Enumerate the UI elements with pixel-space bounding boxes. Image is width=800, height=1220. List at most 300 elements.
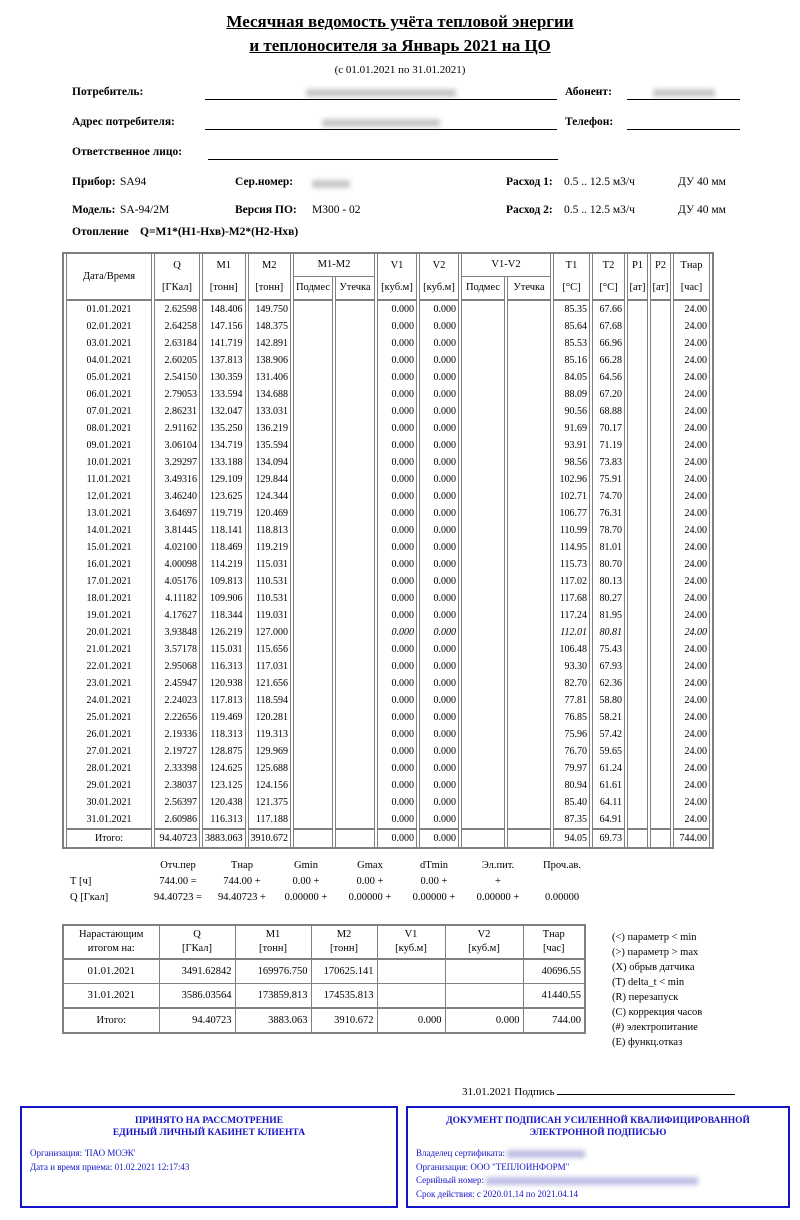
cum-cell-value: 40696.55 bbox=[523, 959, 585, 984]
cell-t2: 61.24 bbox=[592, 760, 625, 777]
cell-vv_utechka bbox=[507, 590, 551, 607]
cell-vv_utechka bbox=[507, 641, 551, 658]
cell-vv_podmes bbox=[461, 454, 505, 471]
cell-date: 14.01.2021 bbox=[66, 522, 152, 539]
cell-t1: 106.77 bbox=[553, 505, 590, 522]
cell-m2: 3910.672 bbox=[248, 828, 292, 847]
cell-mm_podmes bbox=[293, 318, 333, 335]
cell-v2: 0.000 bbox=[419, 811, 459, 828]
cell-mm_podmes bbox=[293, 573, 333, 590]
cell-m2: 119.313 bbox=[248, 726, 292, 743]
cell-q: 2.79053 bbox=[154, 386, 200, 403]
col-v1: V1 bbox=[377, 254, 417, 277]
cum-col-v2: V2 [куб.м] bbox=[445, 925, 523, 959]
cell-date: 12.01.2021 bbox=[66, 488, 152, 505]
cell-p2 bbox=[650, 590, 671, 607]
cell-m1: 123.125 bbox=[202, 777, 246, 794]
cell-date: 25.01.2021 bbox=[66, 709, 152, 726]
cell-vv_utechka bbox=[507, 556, 551, 573]
cumulative-row bbox=[63, 1008, 585, 1033]
cell-v1: 0.000 bbox=[377, 794, 417, 811]
cell-m2: 120.281 bbox=[248, 709, 292, 726]
cell-p2 bbox=[650, 607, 671, 624]
cell-mm_podmes bbox=[293, 624, 333, 641]
cell-vv_podmes bbox=[461, 658, 505, 675]
unit-m2: [тонн] bbox=[248, 277, 292, 301]
cell-t1: 87.35 bbox=[553, 811, 590, 828]
cell-tnar: 24.00 bbox=[673, 539, 710, 556]
cell-t2: 74.70 bbox=[592, 488, 625, 505]
summary-header: Gmax bbox=[357, 860, 383, 871]
responsible-value-line bbox=[208, 144, 558, 160]
cell-tnar: 24.00 bbox=[673, 760, 710, 777]
daily-row bbox=[66, 641, 710, 658]
cell-t2: 68.88 bbox=[592, 403, 625, 420]
cell-vv_utechka bbox=[507, 437, 551, 454]
cell-mm_utechka bbox=[335, 369, 375, 386]
cell-t2: 64.56 bbox=[592, 369, 625, 386]
cell-mm_podmes bbox=[293, 794, 333, 811]
flow1-label: Расход 1: bbox=[506, 176, 553, 188]
page-title-line2: и теплоносителя за Январь 2021 на ЦО bbox=[249, 36, 551, 55]
summary-q-value: 94.40723 = bbox=[154, 892, 202, 903]
cell-t1: 82.70 bbox=[553, 675, 590, 692]
cell-m2: 124.344 bbox=[248, 488, 292, 505]
cum-cell-value: 0.000 bbox=[445, 1008, 523, 1033]
cell-m2: 127.000 bbox=[248, 624, 292, 641]
cell-t1: 117.68 bbox=[553, 590, 590, 607]
cell-q: 2.86231 bbox=[154, 403, 200, 420]
cell-q: 2.54150 bbox=[154, 369, 200, 386]
cum-col-v1: V1 [куб.м] bbox=[377, 925, 445, 959]
cell-date: 19.01.2021 bbox=[66, 607, 152, 624]
cell-vv_podmes bbox=[461, 403, 505, 420]
cumulative-table bbox=[62, 924, 586, 1034]
daily-row bbox=[66, 607, 710, 624]
cell-t1: 115.73 bbox=[553, 556, 590, 573]
cell-mm_podmes bbox=[293, 420, 333, 437]
cell-date: Итого: bbox=[66, 828, 152, 847]
cell-m1: 117.813 bbox=[202, 692, 246, 709]
cell-p1 bbox=[627, 318, 648, 335]
cell-p1 bbox=[627, 369, 648, 386]
cell-mm_podmes bbox=[293, 539, 333, 556]
unit-q: [ГКал] bbox=[154, 277, 200, 301]
summary-t-value: 0.00 + bbox=[292, 876, 320, 887]
cell-p1 bbox=[627, 454, 648, 471]
cell-t1: 91.69 bbox=[553, 420, 590, 437]
flow1-du: ДУ 40 мм bbox=[678, 176, 726, 188]
cell-q: 3.29297 bbox=[154, 454, 200, 471]
cell-m2: 133.031 bbox=[248, 403, 292, 420]
cell-mm_utechka bbox=[335, 760, 375, 777]
cell-p1 bbox=[627, 641, 648, 658]
cell-t2: 62.36 bbox=[592, 675, 625, 692]
redacted-cert-owner bbox=[507, 1150, 585, 1158]
summary-header: dTmin bbox=[420, 860, 448, 871]
cell-v1: 0.000 bbox=[377, 539, 417, 556]
cell-p1 bbox=[627, 301, 648, 318]
cell-v2: 0.000 bbox=[419, 335, 459, 352]
cumulative-row bbox=[63, 984, 585, 1009]
cell-v2: 0.000 bbox=[419, 352, 459, 369]
cell-mm_podmes bbox=[293, 811, 333, 828]
cell-date: 01.01.2021 bbox=[66, 301, 152, 318]
cell-p2 bbox=[650, 692, 671, 709]
acceptance-title-line1: ПРИНЯТО НА РАССМОТРЕНИЕ bbox=[134, 1116, 284, 1126]
cell-t1: 80.94 bbox=[553, 777, 590, 794]
cell-v2: 0.000 bbox=[419, 369, 459, 386]
cell-v1: 0.000 bbox=[377, 488, 417, 505]
cell-vv_utechka bbox=[507, 726, 551, 743]
signature-text: 31.01.2021 Подпись bbox=[462, 1086, 555, 1098]
cum-cell-value bbox=[377, 984, 445, 1009]
redacted-consumer-value bbox=[306, 89, 456, 97]
cell-p2 bbox=[650, 675, 671, 692]
summary-t-value bbox=[530, 874, 594, 890]
daily-row bbox=[66, 471, 710, 488]
cell-p2 bbox=[650, 386, 671, 403]
cum-cell-value: 0.000 bbox=[377, 1008, 445, 1033]
cell-p2 bbox=[650, 743, 671, 760]
cell-t1: 117.02 bbox=[553, 573, 590, 590]
firmware-value: M300 - 02 bbox=[312, 204, 361, 216]
cell-vv_utechka bbox=[507, 658, 551, 675]
acceptance-org: Организация: 'ПАО МОЭК' bbox=[30, 1148, 136, 1158]
cum-corner-line1: Нарастающим bbox=[79, 929, 144, 940]
cell-q: 4.11182 bbox=[154, 590, 200, 607]
cell-p1 bbox=[627, 590, 648, 607]
cell-mm_podmes bbox=[293, 352, 333, 369]
summary-q-value: 94.40723 + bbox=[218, 892, 266, 903]
cell-m2: 129.844 bbox=[248, 471, 292, 488]
cell-v2: 0.000 bbox=[419, 743, 459, 760]
subcol-utechka: Утечка bbox=[507, 277, 551, 301]
cell-vv_podmes bbox=[461, 471, 505, 488]
cell-m2: 129.969 bbox=[248, 743, 292, 760]
cell-vv_utechka bbox=[507, 675, 551, 692]
cell-m2: 121.375 bbox=[248, 794, 292, 811]
legend-item: (X) обрыв датчика bbox=[612, 962, 695, 973]
summary-header: Тнар bbox=[231, 860, 253, 871]
device-value: SA94 bbox=[120, 176, 147, 188]
cell-tnar: 24.00 bbox=[673, 505, 710, 522]
cell-t2: 67.93 bbox=[592, 658, 625, 675]
cell-vv_utechka bbox=[507, 760, 551, 777]
daily-row bbox=[66, 318, 710, 335]
cell-vv_podmes bbox=[461, 692, 505, 709]
redacted-address-value bbox=[322, 119, 440, 127]
cell-mm_utechka bbox=[335, 403, 375, 420]
cell-t2: 57.42 bbox=[592, 726, 625, 743]
model-label: Модель: bbox=[72, 204, 116, 216]
cell-tnar: 24.00 bbox=[673, 301, 710, 318]
cell-v2: 0.000 bbox=[419, 386, 459, 403]
cell-t2: 69.73 bbox=[592, 828, 625, 847]
report-period: (с 01.01.2021 по 31.01.2021) bbox=[334, 64, 466, 76]
cell-mm_utechka bbox=[335, 675, 375, 692]
cell-date: 03.01.2021 bbox=[66, 335, 152, 352]
cum-cell-value: 41440.55 bbox=[523, 984, 585, 1009]
daily-readings-table bbox=[62, 252, 714, 849]
cell-m1: 3883.063 bbox=[202, 828, 246, 847]
cumulative-table-wrap bbox=[62, 924, 586, 1034]
cell-mm_utechka bbox=[335, 539, 375, 556]
cell-v2: 0.000 bbox=[419, 522, 459, 539]
cell-mm_podmes bbox=[293, 675, 333, 692]
cell-v1: 0.000 bbox=[377, 505, 417, 522]
cell-p2 bbox=[650, 556, 671, 573]
cell-vv_podmes bbox=[461, 590, 505, 607]
cell-vv_utechka bbox=[507, 318, 551, 335]
legend-item: (R) перезапуск bbox=[612, 992, 679, 1003]
esign-validity: Срок действия: с 2020.01.14 по 2021.04.14 bbox=[416, 1188, 578, 1199]
summary-header: Gmin bbox=[294, 860, 318, 871]
cell-p1 bbox=[627, 471, 648, 488]
cell-v1: 0.000 bbox=[377, 403, 417, 420]
cell-t2: 80.27 bbox=[592, 590, 625, 607]
device-label: Прибор: bbox=[72, 176, 116, 188]
col-date: Дата/Время bbox=[66, 254, 152, 301]
legend-item: (T) delta_t < min bbox=[612, 977, 685, 988]
cell-m1: 114.219 bbox=[202, 556, 246, 573]
cell-vv_utechka bbox=[507, 539, 551, 556]
cell-p2 bbox=[650, 658, 671, 675]
cell-v2: 0.000 bbox=[419, 454, 459, 471]
cum-cell-value bbox=[445, 984, 523, 1009]
cell-m2: 110.531 bbox=[248, 573, 292, 590]
daily-row bbox=[66, 743, 710, 760]
cell-vv_utechka bbox=[507, 743, 551, 760]
cell-p1 bbox=[627, 437, 648, 454]
cum-cell-value bbox=[445, 959, 523, 984]
summary-header: Эл.пит. bbox=[481, 860, 515, 871]
cell-q: 3.49316 bbox=[154, 471, 200, 488]
cum-col-tnar: Тнар [час] bbox=[523, 925, 585, 959]
cell-t2: 67.66 bbox=[592, 301, 625, 318]
cell-m1: 120.438 bbox=[202, 794, 246, 811]
cell-mm_podmes bbox=[293, 454, 333, 471]
legend-item: (#) электропитание bbox=[612, 1022, 698, 1033]
cell-t1: 79.97 bbox=[553, 760, 590, 777]
cell-v2: 0.000 bbox=[419, 488, 459, 505]
daily-row bbox=[66, 335, 710, 352]
cell-t1: 77.81 bbox=[553, 692, 590, 709]
cell-vv_podmes bbox=[461, 505, 505, 522]
cell-m2: 135.594 bbox=[248, 437, 292, 454]
cell-mm_podmes bbox=[293, 301, 333, 318]
cell-date: 07.01.2021 bbox=[66, 403, 152, 420]
cell-v2: 0.000 bbox=[419, 675, 459, 692]
cell-mm_podmes bbox=[293, 522, 333, 539]
cell-q: 2.64258 bbox=[154, 318, 200, 335]
cell-tnar: 24.00 bbox=[673, 488, 710, 505]
cell-v1: 0.000 bbox=[377, 709, 417, 726]
cell-t2: 80.13 bbox=[592, 573, 625, 590]
cell-p1 bbox=[627, 505, 648, 522]
cell-v2: 0.000 bbox=[419, 607, 459, 624]
cell-t1: 76.70 bbox=[553, 743, 590, 760]
cell-t1: 94.05 bbox=[553, 828, 590, 847]
cell-v1: 0.000 bbox=[377, 318, 417, 335]
cell-v1: 0.000 bbox=[377, 828, 417, 847]
esign-org: Организация: ООО "ТЕПЛОИНФОРМ" bbox=[416, 1161, 570, 1172]
cell-mm_podmes bbox=[293, 386, 333, 403]
daily-row bbox=[66, 488, 710, 505]
cell-p2 bbox=[650, 437, 671, 454]
legend-item: (C) коррекция часов bbox=[612, 1007, 703, 1018]
cell-t2: 66.96 bbox=[592, 335, 625, 352]
cell-date: 20.01.2021 bbox=[66, 624, 152, 641]
cell-t2: 76.31 bbox=[592, 505, 625, 522]
cell-m1: 135.250 bbox=[202, 420, 246, 437]
cell-p2 bbox=[650, 403, 671, 420]
cell-mm_podmes bbox=[293, 505, 333, 522]
cell-v1: 0.000 bbox=[377, 352, 417, 369]
cell-tnar: 24.00 bbox=[673, 573, 710, 590]
col-m2: M2 bbox=[248, 254, 292, 277]
cell-m1: 141.719 bbox=[202, 335, 246, 352]
cell-vv_podmes bbox=[461, 386, 505, 403]
cell-date: 23.01.2021 bbox=[66, 675, 152, 692]
cell-vv_podmes bbox=[461, 743, 505, 760]
consumer-value-line bbox=[205, 84, 557, 100]
cell-mm_utechka bbox=[335, 301, 375, 318]
cell-t1: 102.71 bbox=[553, 488, 590, 505]
cell-date: 15.01.2021 bbox=[66, 539, 152, 556]
cell-p1 bbox=[627, 624, 648, 641]
cell-m1: 126.219 bbox=[202, 624, 246, 641]
cell-vv_podmes bbox=[461, 794, 505, 811]
cell-vv_podmes bbox=[461, 556, 505, 573]
summary-q-value: 0.00000 bbox=[544, 892, 580, 903]
cell-date: 27.01.2021 bbox=[66, 743, 152, 760]
cell-vv_podmes bbox=[461, 539, 505, 556]
cell-tnar: 24.00 bbox=[673, 692, 710, 709]
subcol-podmes: Подмес bbox=[461, 277, 505, 301]
cell-m2: 124.156 bbox=[248, 777, 292, 794]
col-p1: P1 bbox=[627, 254, 648, 277]
cell-mm_utechka bbox=[335, 828, 375, 847]
cell-t1: 85.64 bbox=[553, 318, 590, 335]
acceptance-stamp-box bbox=[20, 1106, 398, 1208]
cell-vv_podmes bbox=[461, 352, 505, 369]
cell-mm_podmes bbox=[293, 743, 333, 760]
cell-tnar: 24.00 bbox=[673, 522, 710, 539]
unit-v1: [куб.м] bbox=[377, 277, 417, 301]
cell-v1: 0.000 bbox=[377, 522, 417, 539]
cell-m1: 137.813 bbox=[202, 352, 246, 369]
cell-mm_utechka bbox=[335, 726, 375, 743]
cell-mm_utechka bbox=[335, 437, 375, 454]
daily-row bbox=[66, 658, 710, 675]
cell-p1 bbox=[627, 726, 648, 743]
cell-t2: 61.61 bbox=[592, 777, 625, 794]
esign-owner: Владелец сертификата: bbox=[416, 1147, 788, 1161]
subcol-utechka: Утечка bbox=[335, 277, 375, 301]
cell-q: 2.19336 bbox=[154, 726, 200, 743]
cell-m1: 130.359 bbox=[202, 369, 246, 386]
cell-v1: 0.000 bbox=[377, 454, 417, 471]
summary-q-value: 0.00000 + bbox=[412, 892, 456, 903]
address-label: Адрес потребителя: bbox=[72, 116, 175, 128]
cell-mm_utechka bbox=[335, 624, 375, 641]
cell-p1 bbox=[627, 335, 648, 352]
cell-m2: 138.906 bbox=[248, 352, 292, 369]
daily-row bbox=[66, 420, 710, 437]
cell-tnar: 24.00 bbox=[673, 471, 710, 488]
cell-p2 bbox=[650, 318, 671, 335]
cell-p2 bbox=[650, 301, 671, 318]
esign-title-line2: ЭЛЕКТРОННОЙ ПОДПИСЬЮ bbox=[529, 1128, 667, 1138]
cell-v1: 0.000 bbox=[377, 437, 417, 454]
cell-p1 bbox=[627, 556, 648, 573]
unit-p1: [ат] bbox=[627, 277, 648, 301]
cell-tnar: 24.00 bbox=[673, 658, 710, 675]
cell-vv_utechka bbox=[507, 301, 551, 318]
cell-date: 16.01.2021 bbox=[66, 556, 152, 573]
cell-v2: 0.000 bbox=[419, 301, 459, 318]
cell-vv_utechka bbox=[507, 505, 551, 522]
summary-q-label: Q [Гкал] bbox=[70, 892, 109, 903]
cell-v2: 0.000 bbox=[419, 556, 459, 573]
cell-vv_utechka bbox=[507, 794, 551, 811]
cell-m1: 124.625 bbox=[202, 760, 246, 777]
cell-vv_podmes bbox=[461, 369, 505, 386]
cell-t2: 75.91 bbox=[592, 471, 625, 488]
daily-row bbox=[66, 454, 710, 471]
cell-mm_utechka bbox=[335, 556, 375, 573]
cell-vv_podmes bbox=[461, 641, 505, 658]
cell-q: 94.40723 bbox=[154, 828, 200, 847]
cell-p2 bbox=[650, 505, 671, 522]
cell-m2: 115.031 bbox=[248, 556, 292, 573]
cell-m1: 118.344 bbox=[202, 607, 246, 624]
cell-t1: 85.53 bbox=[553, 335, 590, 352]
cell-v1: 0.000 bbox=[377, 607, 417, 624]
cell-tnar: 24.00 bbox=[673, 811, 710, 828]
col-group-m1m2: M1-M2 bbox=[293, 254, 375, 277]
cell-tnar: 24.00 bbox=[673, 352, 710, 369]
cell-vv_utechka bbox=[507, 573, 551, 590]
cell-p1 bbox=[627, 658, 648, 675]
cell-t1: 75.96 bbox=[553, 726, 590, 743]
cell-v2: 0.000 bbox=[419, 420, 459, 437]
cell-vv_podmes bbox=[461, 675, 505, 692]
flow2-value: 0.5 .. 12.5 м3/ч bbox=[564, 204, 635, 216]
cum-cell-value: 169976.750 bbox=[235, 959, 311, 984]
cell-q: 2.63184 bbox=[154, 335, 200, 352]
cell-p1 bbox=[627, 811, 648, 828]
cell-vv_utechka bbox=[507, 607, 551, 624]
cell-p1 bbox=[627, 607, 648, 624]
cell-mm_utechka bbox=[335, 641, 375, 658]
subcol-podmes: Подмес bbox=[293, 277, 333, 301]
col-q: Q bbox=[154, 254, 200, 277]
cell-v1: 0.000 bbox=[377, 590, 417, 607]
cell-mm_podmes bbox=[293, 437, 333, 454]
cum-cell-label: Итого: bbox=[63, 1008, 159, 1033]
unit-tnar: [час] bbox=[673, 277, 710, 301]
cell-date: 26.01.2021 bbox=[66, 726, 152, 743]
cell-t1: 88.09 bbox=[553, 386, 590, 403]
cell-tnar: 24.00 bbox=[673, 794, 710, 811]
heating-label: Отопление bbox=[72, 226, 129, 238]
cell-vv_podmes bbox=[461, 437, 505, 454]
cell-t1: 85.16 bbox=[553, 352, 590, 369]
cell-m1: 132.047 bbox=[202, 403, 246, 420]
cell-tnar: 24.00 bbox=[673, 743, 710, 760]
